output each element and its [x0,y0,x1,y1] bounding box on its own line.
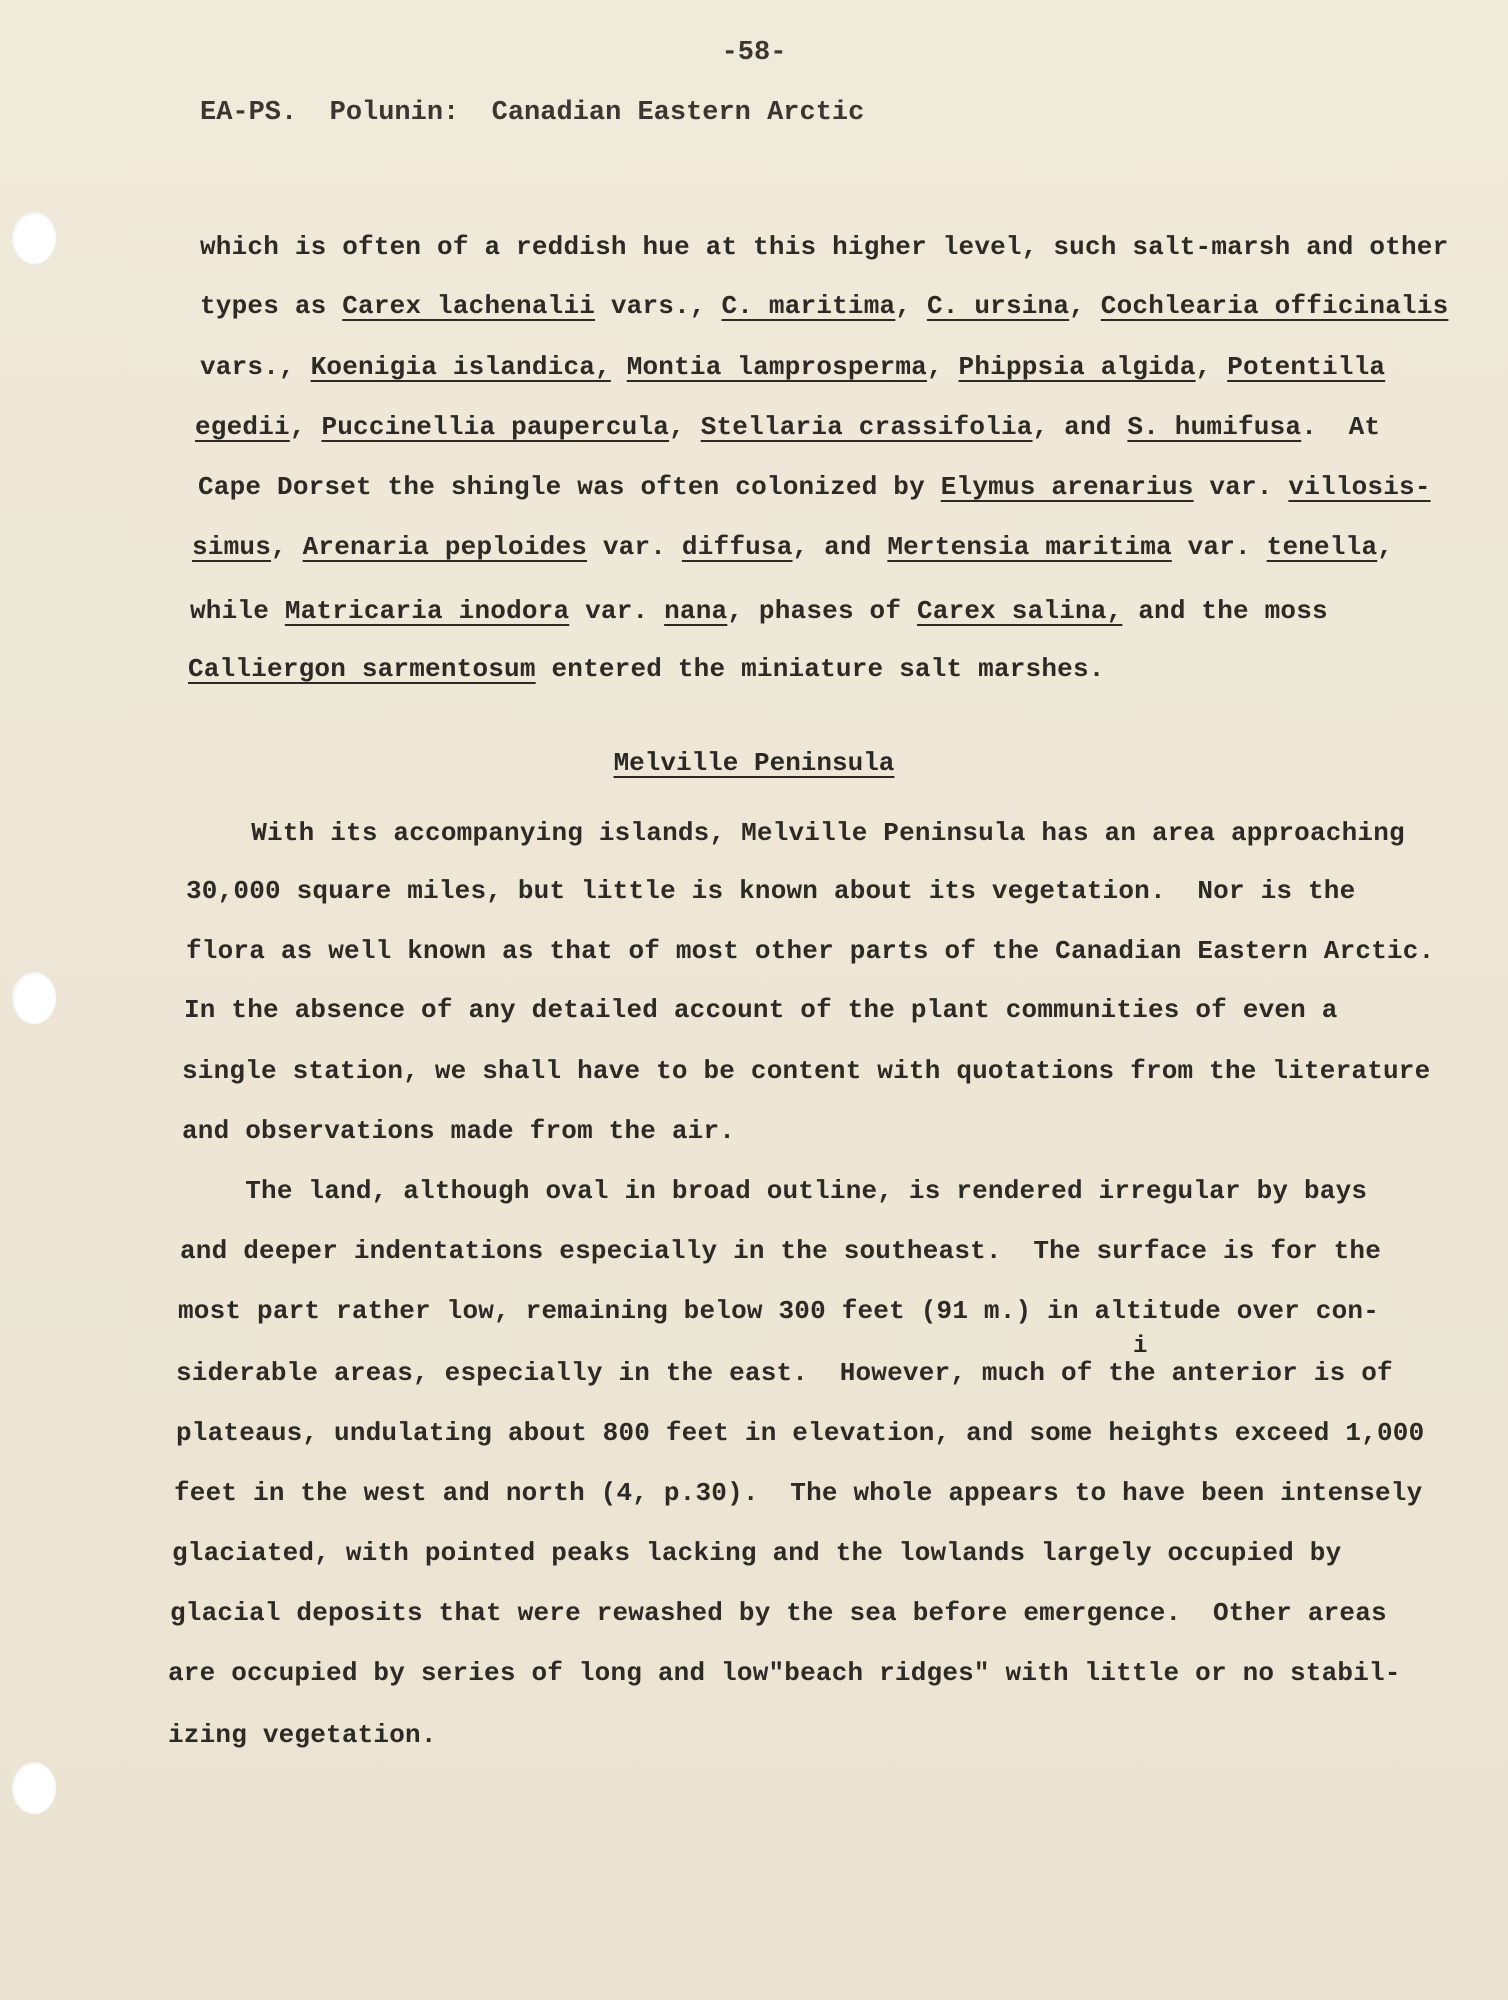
text-line: egedii, Puccinellia paupercula, Stellaria crassifolia, and S. humifusa. At [195,412,1381,442]
species-name: Calliergon sarmentosum [188,654,536,684]
text-line: izing vegetation. [168,1720,437,1750]
text-line: flora as well known as that of most other parts of the Canadian Eastern Arctic. [186,936,1435,966]
text-line: 30,000 square miles, but little is known about its vegetation. Nor is the [186,876,1356,906]
species-name: Matricaria inodora [284,596,570,626]
species-name: villosis- [1288,472,1431,502]
species-name: Stellaria crassifolia [700,412,1033,442]
text-line: single station, we shall have to be content with quotations from the literature [182,1056,1431,1086]
species-name: Carex salina, [916,596,1123,626]
species-name: tenella [1266,532,1378,562]
punch-hole [12,1762,56,1814]
superscript-mark: i [1133,1333,1148,1360]
text-line: and observations made from the air. [182,1116,736,1146]
species-name: C. maritima [721,291,896,321]
punch-hole [12,972,56,1024]
species-name: Koenigia islandica, [310,352,611,382]
text-line: Cape Dorset the shingle was often colonized by Elymus arenarius var. villosis- [198,472,1431,502]
text-line: In the absence of any detailed account of the plant communities of even a [184,995,1338,1025]
text-line: and deeper indentations especially in the southeast. The surface is for the [180,1236,1381,1266]
species-name: egedii [195,412,290,442]
text-line: simus, Arenaria peploides var. diffusa, and Mertensia maritima var. tenella, [192,532,1394,562]
species-name: nana [664,596,728,626]
text-line: types as Carex lachenalii vars., C. maritima, C. ursina, Cochlearia officinalis [200,291,1449,321]
species-name: Elymus arenarius [940,472,1194,502]
text-line: are occupied by series of long and low"beach ridges" with little or no stabil- [168,1658,1401,1688]
section-heading: Melville Peninsula [613,748,895,778]
page-number: -58- [721,38,787,68]
text-line: Calliergon sarmentosum entered the miniature salt marshes. [188,654,1105,684]
text-line: The land, although oval in broad outline, is rendered irregular by bays [182,1176,1368,1206]
species-name: simus [192,532,272,562]
text-line: while Matricaria inodora var. nana, phases of Carex salina, and the moss [190,596,1328,626]
species-name: C. ursina [926,291,1070,321]
text-line: plateaus, undulating about 800 feet in elevation, and some heights exceed 1,000 [176,1418,1425,1448]
text-line: most part rather low, remaining below 300 feet (91 m.) in altitude over con- [178,1296,1379,1326]
punch-hole [12,212,56,264]
text-line: glaciated, with pointed peaks lacking and the lowlands largely occupied by [172,1538,1342,1568]
species-name: diffusa [681,532,793,562]
species-name: Montia lamprosperma [626,352,927,382]
text-line: siderable areas, especially in the east. However, much of the anterior is of [176,1358,1393,1388]
running-head: EA-PS. Polunin: Canadian Eastern Arctic [200,98,865,128]
text-line: glacial deposits that were rewashed by the sea before emergence. Other areas [170,1598,1387,1628]
species-name: Cochlearia officinalis [1100,291,1449,321]
text-line: feet in the west and north (4, p.30). The whole appears to have been intensely [174,1478,1423,1508]
text-line: With its accompanying islands, Melville Peninsula has an area approaching [188,818,1405,848]
species-name: Potentilla [1227,352,1386,382]
species-name: S. humifusa [1127,412,1302,442]
species-name: Phippsia algida [958,352,1196,382]
text-line: which is often of a reddish hue at this higher level, such salt-marsh and other [200,232,1449,262]
species-name: Arenaria peploides [302,532,588,562]
species-name: Carex lachenalii [342,291,596,321]
species-name: Mertensia maritima [887,532,1172,562]
text-line: vars., Koenigia islandica, Montia lamprosperma, Phippsia algida, Potentilla [200,352,1386,382]
species-name: Puccinellia paupercula [321,412,670,442]
